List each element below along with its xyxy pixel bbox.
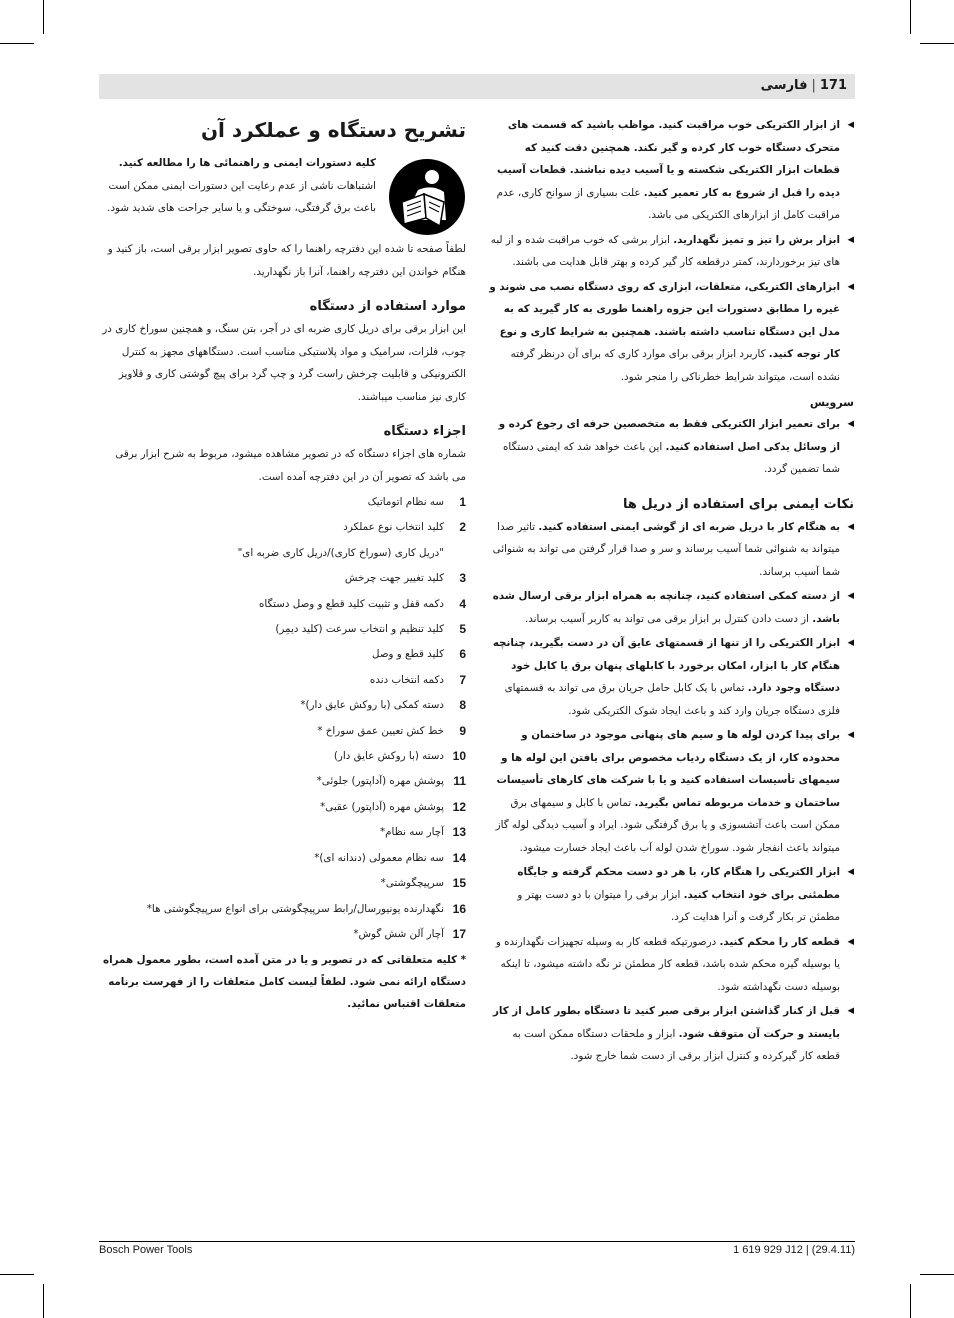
crop-mark-bottom-left-h [0,1274,34,1275]
safety-item-secure-workpiece: ◀ قطعه کار را محکم کنید. درصورتیکه قطعه کار به وسیله تجهیزات نگهدارنده و یا بوسیله گیره محکم شده باشد، قطعه کار مطمئن تر نگه داشته میشود، تا اینکه بوسیله دست نگهداشته شود. [487,931,854,999]
service-heading: سرویس [809,396,854,409]
list-item: 3 کلید تغییر جهت چرخش [344,571,466,586]
list-item: 12 پوشش مهره (آداپتور) عقبی* [320,799,466,814]
footer-rule [99,1241,855,1242]
list-item: 5 کلید تنظیم و انتخاب سرعت (کلید دیمِر) [275,622,466,637]
crop-mark-top-left-v [43,0,44,34]
list-item: 17 آچار آلن شش گوش* [353,926,466,941]
safety-item-sharp-tools: ◀ ابزار برش را تیز و تمیز نگهدارید. ابزار برشی که خوب مراقبت شده و از لبه های تیز برخوردارند، کمتر درقطعه کار گیر کرده و بهتر قابل هدایت می باشند. [487,229,854,274]
list-item: 8 دسته کمکی (با روکش عایق دار)* [300,698,466,713]
list-item: "دریل کاری (سوراخ کاری)/دریل کاری ضربه ای" [237,546,444,559]
safety-item-care: ◀ از ابزار الکتریکی خوب مراقبت کنید. مواظب باشید که قسمت های متحرک دستگاه خوب کار کرده و گیر نکند. همچنین دقت کنید که قطعات ابزار الکتریکی شکسته و یا آسیب دیده نباشند. قطعات آسیب دیده را قبل از شروع به کار تعمیر کنید. علت بسیاری از سوانح کاری، عدم مراقبت کامل از ابزارهای الکتریکی می باشد. [487,114,854,227]
usage-text: این ابزار برقی برای دریل کاری ضربه ای در آجر، بتن سنگ، و همچنین سوراخ کاری در چوب، فلزات، سرامیک و مواد پلاستیکی مناسب است. دستگاههای مجهز به کنترل الکترونیکی و قابلیت چرخش راست گرد و چپ گرد برای پیچ گوشتی کاری و قلاویز کاری نیز مناسب میباشند. [102,323,466,403]
list-item: 10 دسته (با روکش عایق دار) [333,749,466,764]
usage-heading: موارد استفاده از دستگاه [309,299,466,314]
left-column [99,114,466,1026]
right-column [487,114,854,1070]
list-item: 9 خط کش تعیین عمق سوراخ * [317,723,466,738]
crop-mark-top-right-h [920,43,954,44]
list-item: 14 سه نظام معمولی (دندانه ای)* [314,850,466,865]
read-instructions-text: کلیه دستورات ایمنی و راهنمائی ها را مطالعه کنید. اشتباهات ناشی از عدم رعایت این دستورات ایمنی ممکن است باعث برق گرفتگی، سوختگی و یا سایر جراحت های شدید شود. [107,157,376,214]
accessories-footnote: * کلیه متعلقاتی که در تصویر و یا در متن آمده است، بطور معمول همراه دستگاه ارائه نمی شود. لطفاً لیست کامل متعلقات را از فهرست برنامه متعلقات اقتباس نمائید. [103,954,466,1011]
page-header [99,74,855,99]
safety-item-ear-protection: ◀ به هنگام کار با دریل ضربه ای از گوشی ایمنی استفاده کنید. تاثیر صدا میتواند به شنوائی شما آسیب برساند و سر و صدا قرار گرفتن می تواند به شنوائی شما آسیب برساند. [487,516,854,584]
crop-mark-bottom-right-v [910,1284,911,1318]
list-item: 1 سه نظام اتوماتیک [367,495,466,509]
list-item: 16 نگهدارنده یونیورسال/رابط سرپیچگوشتی برای انواع سرپیچگوشتی ها* [146,901,466,916]
crop-mark-top-left-h [0,43,34,44]
footer-doc-code: 1 619 929 J12 | (29.4.11) [733,1244,855,1256]
header-language: فارسی [760,78,808,93]
safety-item-service: ◀ برای تعمیر ابزار الکتریکی فقط به متخصصین حرفه ای رجوع کرده و از وسائل یدکی اصل استفاده کنید. این باعث خواهد شد که ایمنی دستگاه شما تضمین گردد. [487,413,854,481]
safety-item-wait-stop: ◀ قبل از کنار گذاشتن ابزار برقی صبر کنید تا دستگاه بطور کامل از کار بایستد و حرکت آن متوقف شود. ابزار و ملحقات دستگاه ممکن است به قطعه کار گیرکرده و کنترل ابزار برقی از دست شما خارج شود. [487,1000,854,1068]
fold-out-note: لطفاً صفحه تا شده این دفترچه راهنما را که حاوی تصویر ابزار برقی است، باز کنید و هنگام خواندن این دفترچه راهنما، آنرا باز نگهدارید. [107,243,466,278]
section-title: تشریح دستگاه و عملکرد آن [200,118,466,142]
header-text: 171|فارسی [760,78,847,93]
list-item: 2 کلید انتخاب نوع عملکرد [343,520,466,535]
crop-mark-bottom-left-v [43,1284,44,1318]
footer-brand: Bosch Power Tools [99,1244,193,1256]
list-item: 6 کلید قطع و وصل [372,647,466,662]
list-item: 13 آچار سه نظام* [379,825,466,840]
list-item: 4 دکمه قفل و تثبیت کلید قطع و وصل دستگاه [258,596,466,611]
parts-heading: اجزاء دستگاه [383,424,466,439]
page-number: 171 [819,78,847,93]
list-item: 15 سرپیچگوشتی* [380,876,466,891]
parts-intro: شماره های اجزاء دستگاه که در تصویر مشاهده میشود، مربوط به شرح ابزار برقی می باشد که تصویر آن در این دفترچه آمده است. [115,448,466,483]
safety-item-accessories: ◀ ابزارهای الکتریکی، متعلقات، ابزاری که روی دستگاه نصب می شوند و غیره را مطابق دستورات این جزوه راهنما طوری به کار گیرید که به مدل این دستگاه تناسب داشته باشند. همچنین به شرایط کاری و نوع کار توجه کنید. کاربرد ابزار برقی برای موارد کاری که برای آن درنظر گرفته نشده است، میتواند شرایط خطرناکی را منجر شود. [487,276,854,389]
parts-list [99,490,466,947]
safety-item-hidden-lines: ◀ برای پیدا کردن لوله ها و سیم های پنهانی موجود در ساختمان و محدوده کار، از یک دستگاه ردیاب مخصوص برای یافتن این لوله ها و سیمهای تأسیسات استفاده کنید و یا با شرکت های کارهای تأسیسات ساختمان و خدمات مربوطه تماس بگیرید. تماس با کابل و سیمهای برق ممکن است باعث آتشسوزی و یا برق گرفتگی شود. ایراد و آسیب دیدگی لوله گاز میتواند باعث انفجار شود. سوراخ شدن لوله آب باعث ایجاد خسارت میشود. [487,724,854,859]
safety-item-aux-handle: ◀ از دسته کمکی استفاده کنید، چنانچه به همراه ابزار برقی ارسال شده باشد. از دست دادن کنترل بر ابزار برقی می تواند به کاربر آسیب برساند. [487,585,854,630]
list-item: 7 دکمه انتخاب دنده [369,672,466,687]
list-item: 11 پوشش مهره (آداپتور) جلوئی* [316,774,466,789]
crop-mark-bottom-right-h [920,1274,954,1275]
read-manual-icon [388,158,466,236]
safety-item-insulated-grip: ◀ ابزار الکتریکی را از تنها از قسمتهای عایق آن در دست بگیرید، چنانچه هنگام کار با ابزار، امکان برخورد با کابلهای پنهان برق یا کابل خود دستگاه وجود دارد. تماس با یک کابل حامل جریان برق می تواند به قسمتهای فلزی دستگاه جریان وارد کند و باعث ایجاد شوک الکتریکی شود. [487,632,854,722]
drill-safety-heading: نکات ایمنی برای استفاده از دریل ها [623,496,854,512]
crop-mark-top-right-v [910,0,911,34]
read-instructions-block [99,152,466,238]
safety-item-two-hands: ◀ ابزار الکتریکی را هنگام کار، با هر دو دست محکم گرفته و جایگاه مطمئنی برای خود انتخاب کنید. ابزار برقی را میتوان با دو دست بهتر و مطمئن تر بکار گرفت و آنرا هدایت کرد. [487,861,854,929]
